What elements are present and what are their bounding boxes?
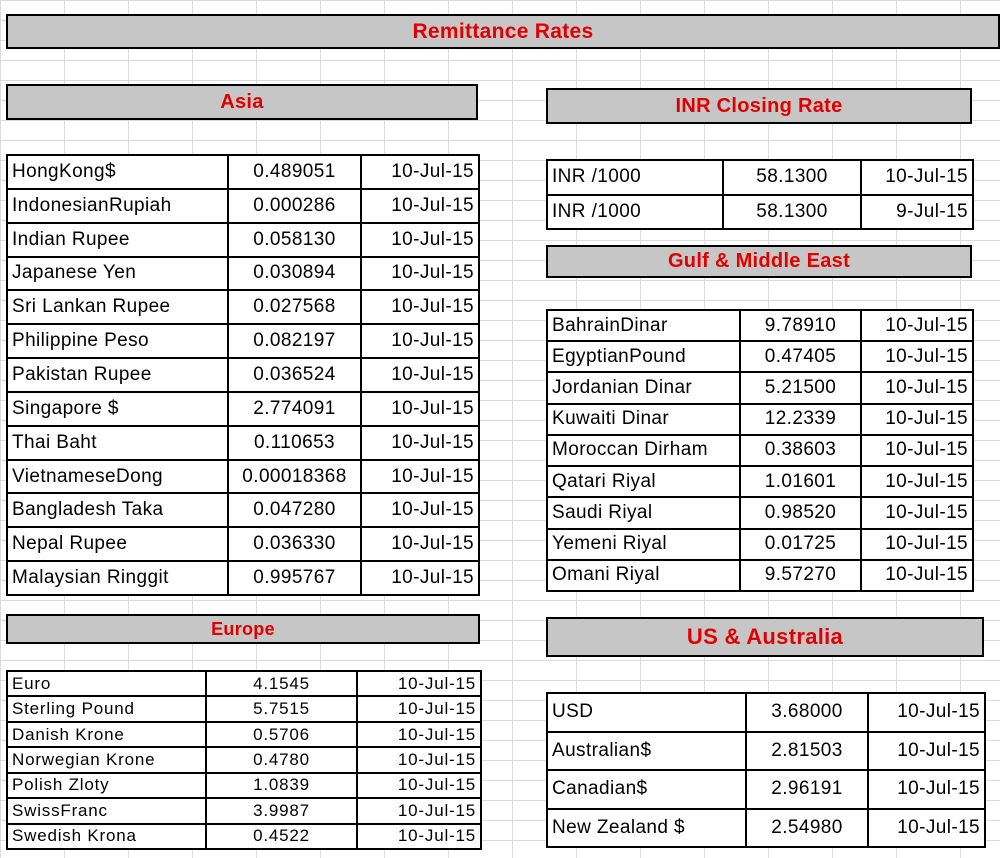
table-row <box>547 770 985 809</box>
rate-date: 10-Jul-15 <box>361 358 479 392</box>
currency-name: Japanese Yen <box>7 257 228 291</box>
rate-date: 10-Jul-15 <box>861 466 973 497</box>
table-row <box>7 561 479 595</box>
currency-name: Australian$ <box>547 732 746 771</box>
page-title: Remittance Rates <box>6 14 1000 49</box>
rate-date: 10-Jul-15 <box>861 160 973 195</box>
rate-value: 0.98520 <box>740 497 861 528</box>
rate-value: 0.489051 <box>228 155 361 189</box>
rate-date: 10-Jul-15 <box>357 696 481 721</box>
currency-name: Philippine Peso <box>7 324 228 358</box>
table-row <box>547 560 973 591</box>
currency-name: Polish Zloty <box>7 773 206 798</box>
table-row <box>7 257 479 291</box>
table-row <box>7 324 479 358</box>
rate-value: 0.110653 <box>228 426 361 460</box>
rate-value: 0.995767 <box>228 561 361 595</box>
rate-value: 0.47405 <box>740 341 861 372</box>
currency-name: Canadian$ <box>547 770 746 809</box>
currency-name: Nepal Rupee <box>7 527 228 561</box>
currency-name: INR /1000 <box>547 160 723 195</box>
currency-name: Pakistan Rupee <box>7 358 228 392</box>
rate-value: 0.01725 <box>740 529 861 560</box>
table-row <box>7 824 481 849</box>
currency-name: Singapore $ <box>7 392 228 426</box>
rate-date: 10-Jul-15 <box>361 460 479 494</box>
table-row <box>547 372 973 403</box>
table-europe <box>6 670 482 850</box>
rate-value: 0.082197 <box>228 324 361 358</box>
rate-date: 10-Jul-15 <box>357 824 481 849</box>
rate-value: 2.81503 <box>746 732 868 771</box>
currency-name: IndonesianRupiah <box>7 189 228 223</box>
currency-name: Yemeni Riyal <box>547 529 740 560</box>
rate-value: 5.7515 <box>206 696 357 721</box>
rate-value: 1.01601 <box>740 466 861 497</box>
rate-date: 9-Jul-15 <box>861 195 973 230</box>
rate-date: 10-Jul-15 <box>861 341 973 372</box>
currency-name: INR /1000 <box>547 195 723 230</box>
currency-name: BahrainDinar <box>547 310 740 341</box>
table-row <box>547 435 973 466</box>
rate-date: 10-Jul-15 <box>361 290 479 324</box>
table-row <box>547 529 973 560</box>
rate-date: 10-Jul-15 <box>861 529 973 560</box>
table-row <box>547 497 973 528</box>
rate-value: 3.9987 <box>206 798 357 823</box>
rate-value: 58.1300 <box>723 195 861 230</box>
rate-value: 2.54980 <box>746 809 868 848</box>
currency-name: Euro <box>7 671 206 696</box>
rate-date: 10-Jul-15 <box>868 693 985 732</box>
table-row <box>7 773 481 798</box>
rate-value: 0.047280 <box>228 493 361 527</box>
rate-value: 9.78910 <box>740 310 861 341</box>
rate-date: 10-Jul-15 <box>861 560 973 591</box>
rate-date: 10-Jul-15 <box>357 798 481 823</box>
table-row <box>547 732 985 771</box>
currency-name: Sri Lankan Rupee <box>7 290 228 324</box>
table-us-australia <box>546 692 986 848</box>
rate-value: 0.058130 <box>228 223 361 257</box>
table-row <box>7 460 479 494</box>
rate-date: 10-Jul-15 <box>357 722 481 747</box>
currency-name: Norwegian Krone <box>7 747 206 772</box>
table-gulf <box>546 309 974 592</box>
rate-date: 10-Jul-15 <box>361 189 479 223</box>
currency-name: Omani Riyal <box>547 560 740 591</box>
table-row <box>7 696 481 721</box>
table-row <box>7 722 481 747</box>
currency-name: Malaysian Ringgit <box>7 561 228 595</box>
rate-date: 10-Jul-15 <box>868 770 985 809</box>
currency-name: Danish Krone <box>7 722 206 747</box>
table-row <box>7 290 479 324</box>
table-row <box>547 195 973 230</box>
rate-value: 0.38603 <box>740 435 861 466</box>
table-row <box>7 493 479 527</box>
rate-date: 10-Jul-15 <box>361 527 479 561</box>
table-row <box>547 809 985 848</box>
rate-value: 0.027568 <box>228 290 361 324</box>
rate-value: 0.00018368 <box>228 460 361 494</box>
currency-name: HongKong$ <box>7 155 228 189</box>
rate-date: 10-Jul-15 <box>861 310 973 341</box>
currency-name: Moroccan Dirham <box>547 435 740 466</box>
rate-value: 5.21500 <box>740 372 861 403</box>
section-header-europe: Europe <box>6 614 480 644</box>
currency-name: Kuwaiti Dinar <box>547 404 740 435</box>
currency-name: EgyptianPound <box>547 341 740 372</box>
rate-value: 0.030894 <box>228 257 361 291</box>
rate-value: 0.5706 <box>206 722 357 747</box>
rate-value: 4.1545 <box>206 671 357 696</box>
rate-date: 10-Jul-15 <box>361 223 479 257</box>
currency-name: Saudi Riyal <box>547 497 740 528</box>
currency-name: Bangladesh Taka <box>7 493 228 527</box>
table-inr <box>546 159 974 230</box>
rate-value: 0.036330 <box>228 527 361 561</box>
rate-date: 10-Jul-15 <box>361 324 479 358</box>
table-row <box>7 358 479 392</box>
currency-name: USD <box>547 693 746 732</box>
rate-value: 0.000286 <box>228 189 361 223</box>
rate-value: 3.68000 <box>746 693 868 732</box>
rate-value: 2.774091 <box>228 392 361 426</box>
section-header-gulf-middle-east: Gulf & Middle East <box>546 245 972 278</box>
rate-date: 10-Jul-15 <box>861 435 973 466</box>
rate-date: 10-Jul-15 <box>361 426 479 460</box>
table-row <box>547 466 973 497</box>
table-row <box>7 747 481 772</box>
table-row <box>7 527 479 561</box>
rate-date: 10-Jul-15 <box>357 671 481 696</box>
table-row <box>7 392 479 426</box>
rate-value: 0.4780 <box>206 747 357 772</box>
rate-date: 10-Jul-15 <box>361 561 479 595</box>
currency-name: New Zealand $ <box>547 809 746 848</box>
currency-name: Swedish Krona <box>7 824 206 849</box>
table-row <box>547 341 973 372</box>
rate-date: 10-Jul-15 <box>861 404 973 435</box>
rate-value: 12.2339 <box>740 404 861 435</box>
currency-name: VietnameseDong <box>7 460 228 494</box>
table-row <box>7 223 479 257</box>
rate-date: 10-Jul-15 <box>361 257 479 291</box>
rate-date: 10-Jul-15 <box>357 747 481 772</box>
rate-date: 10-Jul-15 <box>357 773 481 798</box>
currency-name: Thai Baht <box>7 426 228 460</box>
rate-value: 0.036524 <box>228 358 361 392</box>
table-row <box>7 798 481 823</box>
rate-date: 10-Jul-15 <box>361 392 479 426</box>
rate-date: 10-Jul-15 <box>868 732 985 771</box>
table-row <box>547 404 973 435</box>
rate-value: 2.96191 <box>746 770 868 809</box>
rate-date: 10-Jul-15 <box>868 809 985 848</box>
rate-value: 0.4522 <box>206 824 357 849</box>
table-row <box>7 671 481 696</box>
currency-name: Jordanian Dinar <box>547 372 740 403</box>
rate-value: 58.1300 <box>723 160 861 195</box>
section-header-asia: Asia <box>6 84 478 120</box>
section-header-us-australia: US & Australia <box>546 617 984 657</box>
currency-name: SwissFranc <box>7 798 206 823</box>
table-row <box>547 693 985 732</box>
table-row <box>7 155 479 189</box>
table-row <box>7 426 479 460</box>
table-row <box>547 310 973 341</box>
rate-date: 10-Jul-15 <box>861 372 973 403</box>
rate-date: 10-Jul-15 <box>361 155 479 189</box>
section-header-inr-closing-rate: INR Closing Rate <box>546 88 972 124</box>
table-row <box>547 160 973 195</box>
table-row <box>7 189 479 223</box>
rate-value: 9.57270 <box>740 560 861 591</box>
rate-value: 1.0839 <box>206 773 357 798</box>
table-asia <box>6 154 480 596</box>
currency-name: Qatari Riyal <box>547 466 740 497</box>
currency-name: Sterling Pound <box>7 696 206 721</box>
currency-name: Indian Rupee <box>7 223 228 257</box>
rate-date: 10-Jul-15 <box>361 493 479 527</box>
rate-date: 10-Jul-15 <box>861 497 973 528</box>
